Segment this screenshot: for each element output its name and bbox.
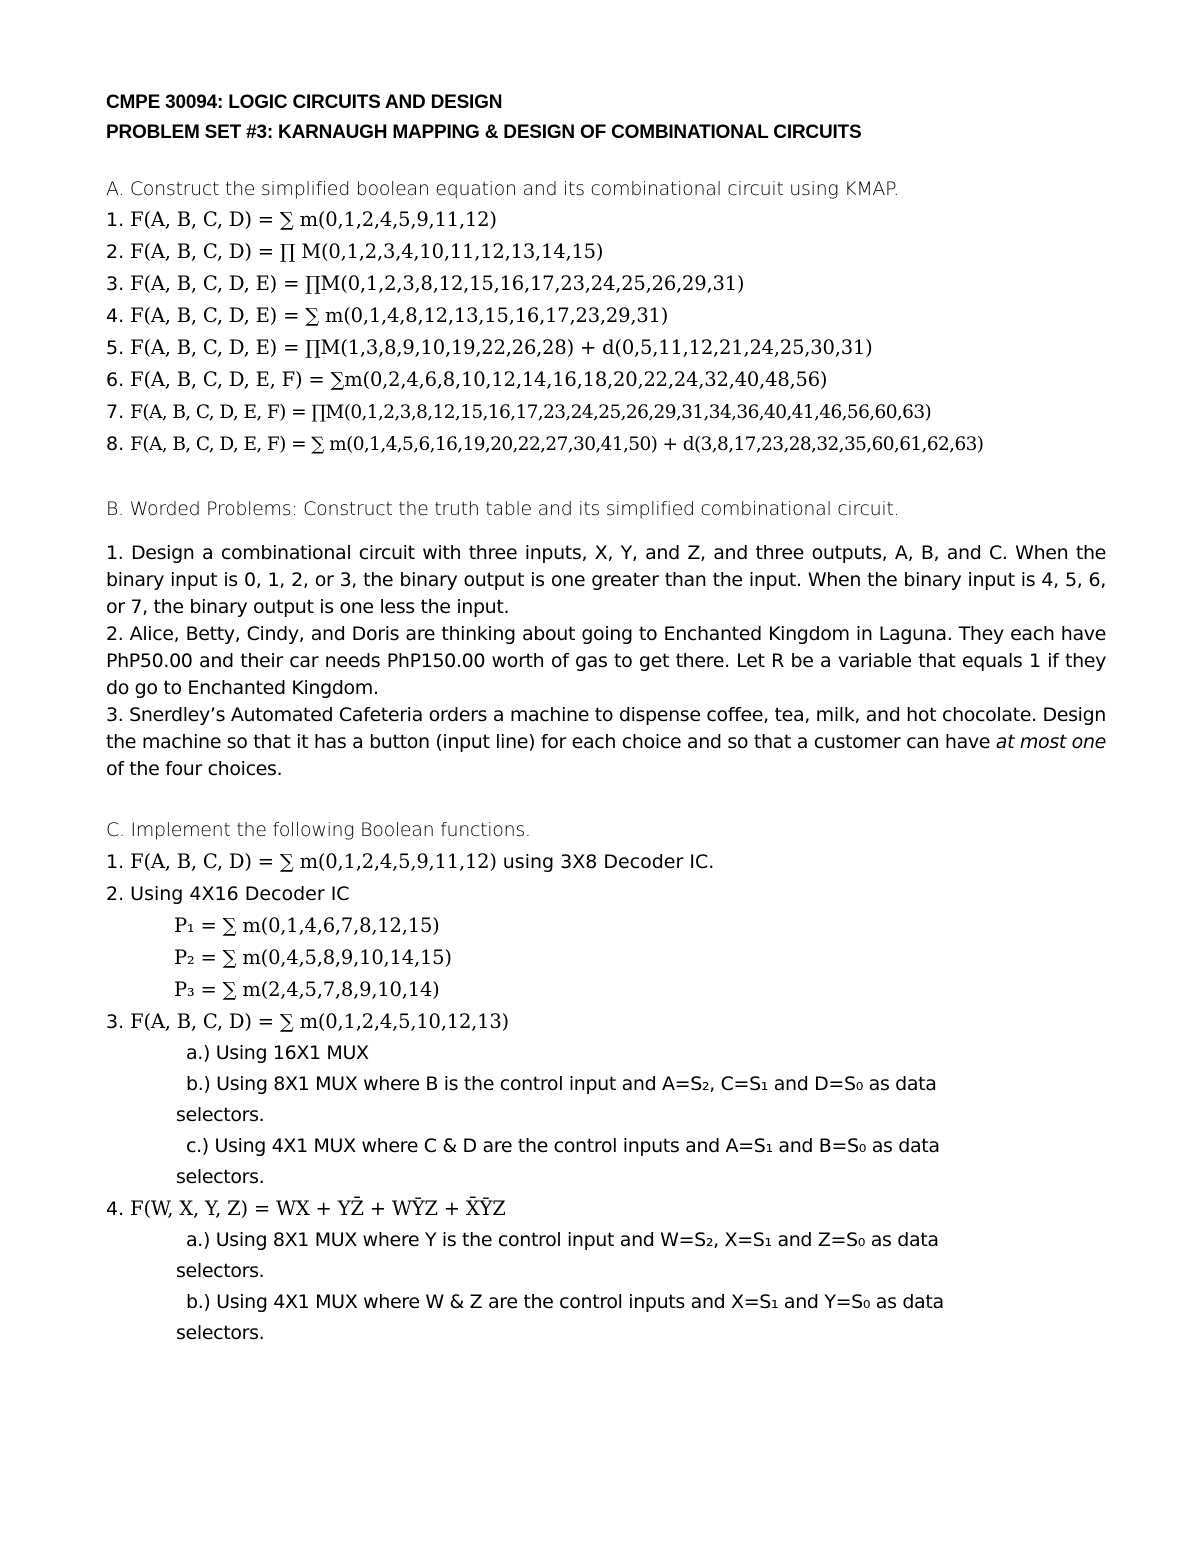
part-b-continuation: selectors. <box>176 1322 265 1344</box>
boolean-expression: F(A, B, C, D) = ∏ M(0,1,2,3,4,10,11,12,13,14,15) <box>130 240 604 263</box>
item-number: 8. <box>106 433 125 455</box>
item-4-part-a <box>106 1225 1106 1287</box>
part-a-text: a.) Using 8X1 MUX where Y is the control input and W=S₂, X=S₁ and Z=S₀ as data <box>186 1229 939 1251</box>
function-p1 <box>106 910 1106 942</box>
section-b <box>106 496 1106 522</box>
boolean-expression: F(W, X, Y, Z) = WX + YZ̄ + WȲZ + X̄ȲZ <box>130 1197 506 1220</box>
boolean-expression: F(A, B, C, D) = ∑ m(0,1,2,4,5,9,11,12) <box>130 208 497 231</box>
boolean-expression: F(A, B, C, D, E, F) = ∑m(0,2,4,6,8,10,12,14,16,18,20,22,24,32,40,48,56) <box>130 368 828 391</box>
function-p2 <box>106 942 1106 974</box>
boolean-expression: P₂ = ∑ m(0,4,5,8,9,10,14,15) <box>174 946 452 969</box>
section-a-item-1 <box>106 204 1106 236</box>
section-c <box>106 817 1106 843</box>
part-a-continuation: selectors. <box>176 1260 265 1282</box>
section-a-item-2 <box>106 236 1106 268</box>
problem-3-text-end: of the four choices. <box>106 758 283 780</box>
item-number: 3. <box>106 1011 125 1033</box>
part-b-text: b.) Using 8X1 MUX where B is the control input and A=S₂, C=S₁ and D=S₀ as data <box>186 1073 937 1095</box>
function-p3 <box>106 974 1106 1006</box>
worded-problem-3 <box>106 702 1106 783</box>
item-4-part-b <box>106 1287 1106 1349</box>
section-c-item-4 <box>106 1193 1106 1225</box>
part-b-continuation: selectors. <box>176 1104 265 1126</box>
item-number: 1. <box>106 209 125 231</box>
item-number: 2. <box>106 241 125 263</box>
section-c-item-2 <box>106 878 1106 910</box>
section-a-heading: A. Construct the simplified boolean equation and its combinational circuit using KMAP. <box>106 178 900 200</box>
item-number: 1. <box>106 851 125 873</box>
boolean-expression: P₁ = ∑ m(0,1,4,6,7,8,12,15) <box>174 914 440 937</box>
section-a-item-3 <box>106 268 1106 300</box>
boolean-expression: F(A, B, C, D, E) = ∏M(1,3,8,9,10,19,22,26,28) + d(0,5,11,12,21,24,25,30,31) <box>130 336 873 359</box>
item-number: 4. <box>106 1198 125 1220</box>
boolean-expression: F(A, B, C, D, E) = ∏M(0,1,2,3,8,12,15,16,17,23,24,25,26,29,31) <box>130 272 745 295</box>
section-c-heading: C. Implement the following Boolean functions. <box>106 819 531 841</box>
worded-problem-2: 2. Alice, Betty, Cindy, and Doris are thinking about going to Enchanted Kingdom in Laguna. They each have PhP50.00 and their car needs PhP150.00 worth of gas to get there. Let R be a variable that equals 1 if they do go to Enchanted Kingdom. <box>106 623 1106 699</box>
item-instruction: using 3X8 Decoder IC. <box>502 851 715 873</box>
part-b-text: b.) Using 4X1 MUX where W & Z are the control inputs and X=S₁ and Y=S₀ as data <box>186 1291 944 1313</box>
item-number: 4. <box>106 305 125 327</box>
item-instruction: 2. Using 4X16 Decoder IC <box>106 883 350 905</box>
section-a <box>106 176 1106 202</box>
item-number: 7. <box>106 401 125 423</box>
item-number: 5. <box>106 337 125 359</box>
item-3-part-c <box>106 1131 1106 1193</box>
section-a-list <box>106 204 1106 460</box>
item-3-part-a: a.) Using 16X1 MUX <box>186 1042 369 1064</box>
section-c-item-3 <box>106 1006 1106 1038</box>
worded-problem-1: 1. Design a combinational circuit with three inputs, X, Y, and Z, and three outputs, A, B, and C. When the binary input is 0, 1, 2, or 3, the binary output is one greater than the input. When the binary input is 4, 5, 6, or 7, the binary output is one less the input. <box>106 542 1106 618</box>
item-number: 6. <box>106 369 125 391</box>
section-a-item-7 <box>106 396 1106 428</box>
section-b-heading: B. Worded Problems: Construct the truth table and its simplified combinational circuit. <box>106 498 900 520</box>
boolean-expression: F(A, B, C, D) = ∑ m(0,1,2,4,5,10,12,13) <box>130 1010 509 1033</box>
section-a-item-5 <box>106 332 1106 364</box>
section-a-item-4 <box>106 300 1106 332</box>
problem-3-text: 3. Snerdley’s Automated Cafeteria orders a machine to dispense coffee, tea, milk, and hot chocolate. Design the machine so that it has a button (input line) for each choice and so that a customer can have <box>106 704 1106 753</box>
section-c-list <box>106 846 1106 1349</box>
item-3-part-b <box>106 1069 1106 1131</box>
problem-set-title: PROBLEM SET #3: KARNAUGH MAPPING & DESIGN OF COMBINATIONAL CIRCUITS <box>106 122 862 143</box>
boolean-expression: F(A, B, C, D, E, F) = ∑ m(0,1,4,5,6,16,19,20,22,27,30,41,50) + d(3,8,17,23,28,32,35,60,61,62,63) <box>130 434 984 455</box>
boolean-expression: F(A, B, C, D, E, F) = ∏M(0,1,2,3,8,12,15,16,17,23,24,25,26,29,31,34,36,40,41,46,56,60,63) <box>130 402 932 423</box>
problem-3-emphasis: at most one <box>995 731 1106 753</box>
boolean-expression: F(A, B, C, D, E) = ∑ m(0,1,4,8,12,13,15,16,17,23,29,31) <box>130 304 669 327</box>
section-c-item-1 <box>106 846 1106 878</box>
section-b-problems <box>106 540 1106 783</box>
header <box>106 88 1106 148</box>
section-a-item-8 <box>106 428 1106 460</box>
boolean-expression: P₃ = ∑ m(2,4,5,7,8,9,10,14) <box>174 978 440 1001</box>
boolean-expression: F(A, B, C, D) = ∑ m(0,1,2,4,5,9,11,12) <box>130 850 497 873</box>
item-number: 3. <box>106 273 125 295</box>
section-a-item-6 <box>106 364 1106 396</box>
course-title: CMPE 30094: LOGIC CIRCUITS AND DESIGN <box>106 92 503 113</box>
part-c-text: c.) Using 4X1 MUX where C & D are the control inputs and A=S₁ and B=S₀ as data <box>186 1135 940 1157</box>
part-c-continuation: selectors. <box>176 1166 265 1188</box>
